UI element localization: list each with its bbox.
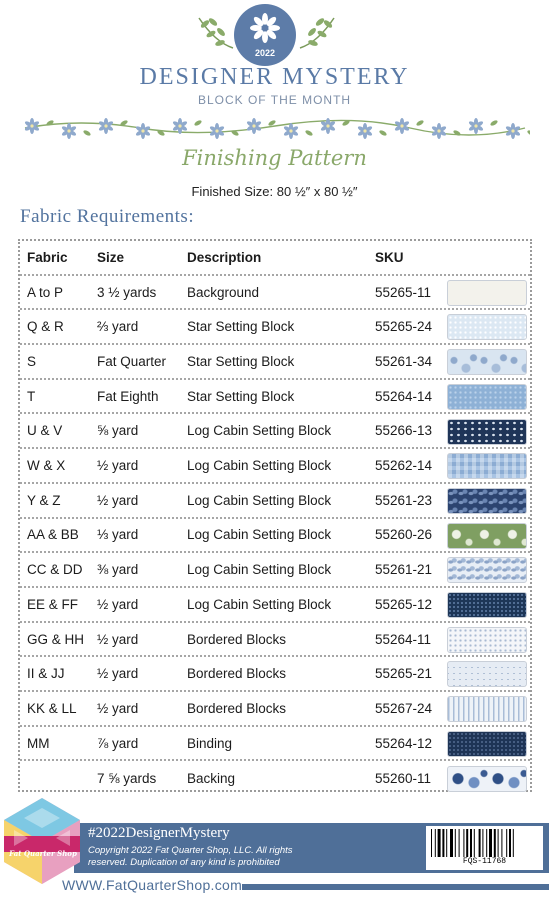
fabric-swatch: [447, 661, 527, 687]
description-cell: Star Setting Block: [187, 353, 295, 369]
description-cell: Binding: [187, 735, 233, 751]
finishing-pattern-title: Finishing Pattern: [182, 146, 367, 170]
description-cell: Log Cabin Setting Block: [187, 423, 332, 439]
sku-cell: 55265-11: [375, 284, 432, 300]
sku-cell: 55260-11: [375, 771, 432, 787]
description-cell: Bordered Blocks: [187, 666, 287, 682]
barcode-number: FQS-11768: [462, 857, 507, 866]
size-cell: ½ yard: [97, 700, 139, 716]
sku-cell: 55266-13: [375, 423, 433, 439]
table-row: [20, 762, 530, 797]
sku-cell: 55265-21: [375, 666, 433, 682]
size-cell: ½ yard: [97, 631, 139, 647]
size-cell: ½ yard: [97, 666, 139, 682]
size-cell: ⅝ yard: [97, 423, 139, 439]
sku-cell: 55261-23: [375, 492, 433, 508]
fabric-swatch: [447, 349, 527, 375]
pattern-subtitle: BLOCK OF THE MONTH: [197, 93, 352, 107]
logo-text: Fat Quarter Shop: [9, 849, 77, 858]
sku-cell: 55267-24: [375, 700, 433, 716]
fabric-swatch: [447, 488, 527, 514]
size-cell: 3 ½ yards: [97, 284, 157, 300]
sku-cell: 55262-14: [375, 458, 433, 474]
fabric-cell: MM: [27, 735, 50, 751]
sku-cell: 55264-12: [375, 735, 433, 751]
fabric-cell: W & X: [27, 458, 66, 474]
fabric-swatch: [447, 523, 527, 549]
header-sku: SKU: [375, 249, 404, 265]
size-cell: ⅞ yard: [97, 735, 139, 751]
table-row: [20, 623, 530, 658]
fabric-swatch: [447, 419, 527, 445]
table-row: [20, 588, 530, 623]
finished-size: Finished Size: 80 ½″ x 80 ½″: [191, 184, 358, 199]
sku-cell: 55264-14: [375, 388, 433, 404]
table-row: [20, 519, 530, 554]
pattern-title: DESIGNER MYSTERY: [139, 64, 410, 90]
size-cell: ½ yard: [97, 492, 139, 508]
fabric-cell: Y & Z: [27, 492, 61, 508]
size-cell: ½ yard: [97, 596, 139, 612]
description-cell: Log Cabin Setting Block: [187, 527, 332, 543]
fabric-cell: T: [27, 388, 36, 404]
description-cell: Star Setting Block: [187, 319, 295, 335]
fabric-cell: II & JJ: [27, 666, 65, 682]
sku-cell: 55264-11: [375, 631, 432, 647]
leaf-branch-left-icon: [195, 12, 235, 52]
fabric-requirements-heading: Fabric Requirements:: [20, 206, 195, 227]
table-row: [20, 345, 530, 380]
fabric-swatch: [447, 766, 527, 792]
description-cell: Log Cabin Setting Block: [187, 562, 332, 578]
fabric-cell: Q & R: [27, 319, 64, 335]
sku-cell: 55265-24: [375, 319, 433, 335]
size-cell: ⅓ yard: [97, 527, 139, 543]
fabric-swatch: [447, 696, 527, 722]
fabric-cell: EE & FF: [27, 596, 79, 612]
table-row: [20, 553, 530, 588]
fabric-swatch: [447, 557, 527, 583]
footer-copyright: Copyright 2022 Fat Quarter Shop, LLC. All rights reserved. Duplication of any kind is prohibited: [88, 845, 293, 868]
table-row: [20, 657, 530, 692]
header-fabric: Fabric: [27, 249, 68, 265]
fabric-cell: A to P: [27, 284, 64, 300]
website-underline-bar: [242, 884, 549, 890]
header-description: Description: [187, 249, 262, 265]
table-row: [20, 415, 530, 450]
daisy-icon: [249, 12, 281, 44]
sku-cell: 55265-12: [375, 596, 433, 612]
description-cell: Log Cabin Setting Block: [187, 458, 332, 474]
fabric-swatch: [447, 731, 527, 757]
badge-year: 2022: [254, 48, 276, 58]
size-cell: ⅜ yard: [97, 562, 139, 578]
table-row: [20, 692, 530, 727]
description-cell: Backing: [187, 771, 236, 787]
fabric-swatch: [447, 592, 527, 618]
flower-vine-icon: [20, 108, 530, 148]
description-cell: Log Cabin Setting Block: [187, 596, 332, 612]
fabric-cell: CC & DD: [27, 562, 83, 578]
header-size: Size: [97, 249, 125, 265]
barcode-icon: [430, 829, 539, 857]
leaf-branch-right-icon: [298, 12, 338, 52]
fabric-cell: GG & HH: [27, 631, 85, 647]
year-badge: [234, 4, 296, 66]
size-cell: Fat Eighth: [97, 388, 159, 404]
table-row: [20, 310, 530, 345]
description-cell: Star Setting Block: [187, 388, 295, 404]
description-cell: Log Cabin Setting Block: [187, 492, 332, 508]
table-row: [20, 484, 530, 519]
table-row: [20, 276, 530, 311]
size-cell: 7 ⅝ yards: [97, 771, 157, 787]
table-row: [20, 449, 530, 484]
sku-cell: 55260-26: [375, 527, 433, 543]
size-cell: ⅔ yard: [97, 319, 139, 335]
fabric-cell: S: [27, 353, 37, 369]
footer-hashtag: #2022DesignerMystery: [88, 825, 230, 841]
fat-quarter-shop-logo: [0, 790, 85, 890]
fabric-requirements-table: [18, 239, 532, 792]
description-cell: Bordered Blocks: [187, 700, 287, 716]
fabric-swatch: [447, 314, 527, 340]
table-row: [20, 380, 530, 415]
sku-cell: 55261-21: [375, 562, 433, 578]
fabric-swatch: [447, 280, 527, 306]
website-link[interactable]: WWW.FatQuarterShop.com: [62, 877, 243, 893]
fabric-swatch: [447, 384, 527, 410]
fabric-cell: KK & LL: [27, 700, 77, 716]
description-cell: Background: [187, 284, 260, 300]
size-cell: ½ yard: [97, 458, 139, 474]
fabric-cell: AA & BB: [27, 527, 79, 543]
description-cell: Bordered Blocks: [187, 631, 287, 647]
barcode: [426, 826, 543, 870]
fabric-cell: U & V: [27, 423, 63, 439]
table-row: [20, 727, 530, 762]
size-cell: Fat Quarter: [97, 353, 167, 369]
fabric-swatch: [447, 453, 527, 479]
table-header-row: [20, 241, 530, 276]
fabric-swatch: [447, 627, 527, 653]
pattern-header: [0, 0, 549, 210]
sku-cell: 55261-34: [375, 353, 433, 369]
